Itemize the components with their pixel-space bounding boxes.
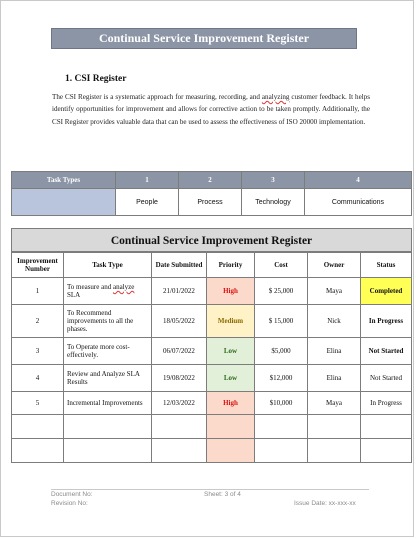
table-row: [12, 392, 412, 415]
task-type: Review and Analyze SLA Results: [64, 365, 152, 392]
task-underlined-word: analyze: [112, 283, 135, 291]
owner: Elina: [308, 338, 361, 365]
priority: High: [207, 278, 255, 305]
table-row: [12, 278, 412, 305]
task-type-number-4: 4: [305, 172, 412, 189]
empty-cell: [12, 439, 64, 463]
empty-cell: [12, 415, 64, 439]
owner: Maya: [308, 278, 361, 305]
table-row: [12, 365, 412, 392]
cost: $10,000: [255, 392, 308, 415]
task-type-name-1: People: [116, 189, 179, 216]
section-heading: 1. CSI Register: [65, 74, 127, 84]
improvement-number: 4: [12, 365, 64, 392]
status: In Progress: [361, 305, 412, 338]
priority: High: [207, 392, 255, 415]
table-row: [12, 305, 412, 338]
empty-cell: [152, 439, 207, 463]
task-type-name-3: Technology: [242, 189, 305, 216]
empty-cell: [308, 415, 361, 439]
empty-cell: [308, 439, 361, 463]
register-title: Continual Service Improvement Register: [11, 228, 412, 252]
empty-priority-cell: [207, 439, 255, 463]
task-types-blank-cell: [12, 189, 116, 216]
column-header-cost: Cost: [255, 253, 308, 278]
task-types-table: [11, 171, 412, 216]
task-type: To Recommend improvements to all the phases.: [64, 305, 152, 338]
paragraph-text-2: customer feedback. It helps identify opportunities for improvement and allows for corrective action to be taken promptly. Additionally, the CSI Register provides valuable data that can be used to assess the effectiveness of ISO 20000 implementation.: [52, 93, 370, 126]
priority: Medium: [207, 305, 255, 338]
improvement-number: 3: [12, 338, 64, 365]
task-type-number-2: 2: [179, 172, 242, 189]
status: In Progress: [361, 392, 412, 415]
task-type-name-2: Process: [179, 189, 242, 216]
empty-priority-cell: [207, 415, 255, 439]
cost: $ 25,000: [255, 278, 308, 305]
priority: Low: [207, 365, 255, 392]
section-paragraph: [52, 91, 370, 128]
task-type-number-1: 1: [116, 172, 179, 189]
empty-cell: [64, 439, 152, 463]
column-header-date-submitted: Date Submitted: [152, 253, 207, 278]
column-header-priority: Priority: [207, 253, 255, 278]
column-header-improvement-number: Improvement Number: [12, 253, 64, 278]
table-row: [12, 338, 412, 365]
footer-issue-date: Issue Date: xx-xxx-xx: [294, 500, 356, 507]
owner: Maya: [308, 392, 361, 415]
task-text-end: SLA: [67, 291, 81, 299]
owner: Elina: [308, 365, 361, 392]
task-type: [64, 278, 152, 305]
empty-cell: [361, 439, 412, 463]
footer-sheet: Sheet: 3 of 4: [204, 491, 241, 498]
date-submitted: 19/08/2022: [152, 365, 207, 392]
footer-divider: [51, 489, 369, 490]
task-type-name-4: Communications: [305, 189, 412, 216]
register-table: [11, 252, 412, 463]
empty-cell: [152, 415, 207, 439]
improvement-number: 5: [12, 392, 64, 415]
task-type: To Operate more cost-effectively.: [64, 338, 152, 365]
page-title-banner: Continual Service Improvement Register: [51, 28, 357, 49]
paragraph-underlined-word: analyzing: [261, 93, 290, 101]
cost: $12,000: [255, 365, 308, 392]
register-section: [11, 228, 412, 463]
empty-cell: [255, 439, 308, 463]
empty-row: [12, 439, 412, 463]
empty-cell: [255, 415, 308, 439]
column-header-status: Status: [361, 253, 412, 278]
improvement-number: 2: [12, 305, 64, 338]
status: Not Started: [361, 365, 412, 392]
task-types-header: Task Types: [12, 172, 116, 189]
cost: $ 15,000: [255, 305, 308, 338]
improvement-number: 1: [12, 278, 64, 305]
footer-revision-no: Revision No:: [51, 500, 88, 507]
empty-row: [12, 415, 412, 439]
footer-document-no: Document No:: [51, 491, 93, 498]
task-text: To measure and: [67, 283, 113, 291]
date-submitted: 18/05/2022: [152, 305, 207, 338]
paragraph-text-1: The CSI Register is a systematic approach for measuring, recording, and: [52, 93, 262, 101]
date-submitted: 06/07/2022: [152, 338, 207, 365]
column-header-owner: Owner: [308, 253, 361, 278]
register-header-row: [12, 253, 412, 278]
column-header-task-type: Task Type: [64, 253, 152, 278]
task-type: Incremental Improvements: [64, 392, 152, 415]
task-type-number-3: 3: [242, 172, 305, 189]
owner: Nick: [308, 305, 361, 338]
date-submitted: 21/01/2022: [152, 278, 207, 305]
empty-cell: [361, 415, 412, 439]
status: Not Started: [361, 338, 412, 365]
date-submitted: 12/03/2022: [152, 392, 207, 415]
cost: $5,000: [255, 338, 308, 365]
status: Completed: [361, 278, 412, 305]
priority: Low: [207, 338, 255, 365]
empty-cell: [64, 415, 152, 439]
